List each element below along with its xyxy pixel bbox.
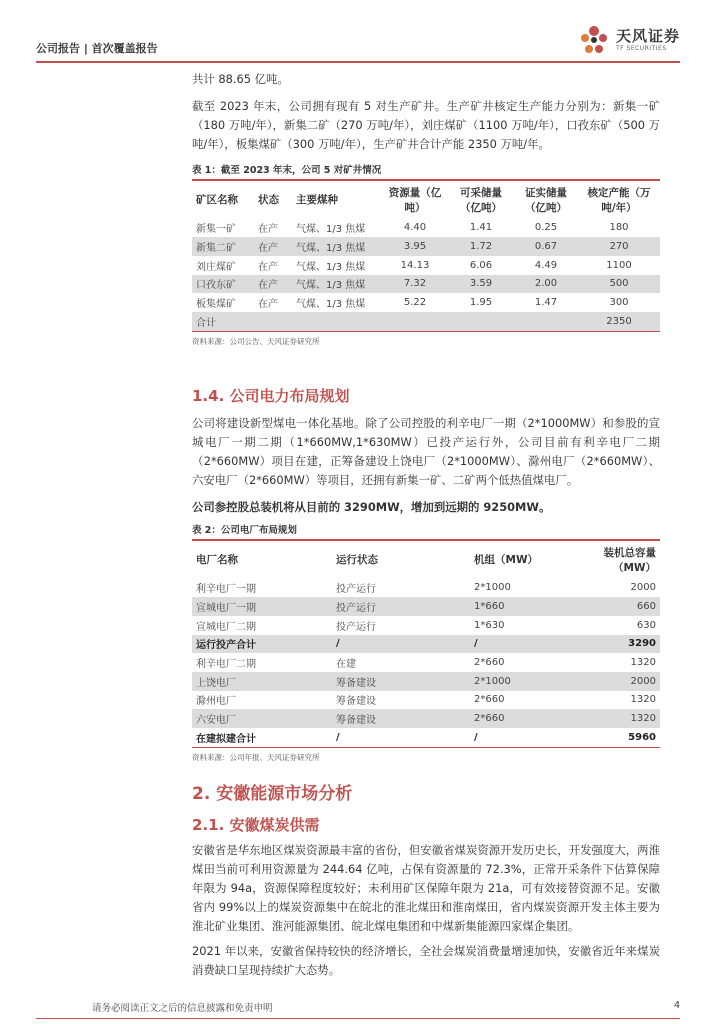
table1-header: 核定产能（万吨/年）: [587, 186, 651, 214]
table1-header: 主要煤种: [296, 194, 338, 206]
table-cell: 7.32: [382, 275, 448, 294]
table-cell: 5960: [628, 731, 656, 743]
page-number: 4: [673, 1000, 680, 1011]
table-cell: /: [474, 731, 478, 743]
paragraph-anhui-coal: 安徽省是华东地区煤炭资源最丰富的省份，但安徽省煤炭资源开发历史长，开发强度大，两淮煤田当前可利用资源量为 244.64 亿吨，占保有资源量的 72.3%，正常开采条件下估算保障年限为 94a，资源保障程度较好；未利用矿区保障年限为 21a，可有效接替资源不足。安徽省内 99%以上的煤炭资源集中在皖北的淮北煤田和淮南煤田，省内煤炭资源开发主体主要为淮北矿业集团、淮河能源集团、皖北煤电集团和中煤新集能源四家煤企集团。: [192, 843, 660, 933]
table1-total-row: [192, 312, 660, 331]
table-cell: 筹备建设: [332, 672, 470, 691]
table1-block: [192, 162, 660, 347]
table-cell: [292, 312, 382, 331]
table-cell: 新集二矿: [192, 237, 254, 256]
table-cell: 4.40: [403, 222, 427, 234]
table-cell: 筹备建设: [332, 709, 470, 728]
table-cell: 0.67: [514, 237, 578, 256]
table-cell: 3.95: [382, 237, 448, 256]
table-cell: 气煤、1/3 焦煤: [296, 224, 366, 236]
table1-source: 资料来源：公司公告、天风证券研究所: [192, 336, 320, 346]
table-cell: 2*1000: [470, 672, 570, 691]
paragraph-capacity-bold: 公司参控股总装机将从目前的 3290MW，增加到远期的 9250MW。: [192, 500, 551, 514]
table-row: [192, 709, 660, 728]
total-value: 2350: [578, 312, 660, 331]
table-cell: 1*660: [470, 597, 570, 616]
table-cell: [448, 312, 514, 331]
table-cell: 2*660: [474, 694, 505, 706]
table2-title: 表 2：公司电厂布局规划: [192, 525, 297, 536]
table-cell: 气煤、1/3 焦煤: [296, 299, 366, 311]
table-cell: 5.22: [403, 297, 427, 309]
paragraph-anhui-consumption: 2021 年以来，安徽省保持较快的经济增长，全社会煤炭消费量增速加快，安徽省近年来煤炭消费缺口呈现持续扩大态势。: [192, 944, 660, 977]
table-cell: 660: [570, 597, 660, 616]
table-cell: 0.25: [534, 222, 558, 234]
table-cell: 刘庄煤矿: [196, 261, 236, 273]
footer-disclaimer: 请务必阅读正文之后的信息披露和免责申明: [92, 1003, 273, 1014]
table-cell: 1.47: [534, 297, 558, 309]
table-cell: 筹备建设: [336, 696, 376, 708]
table-cell: 14.13: [400, 259, 430, 271]
table-row: [192, 275, 660, 294]
table1-header: 可采储量（亿吨）: [460, 186, 502, 214]
section-heading-1-4: 1.4. 公司电力布局规划: [192, 387, 350, 405]
table-row: [192, 653, 660, 672]
table-cell: 在建拟建合计: [196, 733, 256, 745]
table-cell: 1100: [606, 259, 632, 271]
table-cell: /: [336, 731, 340, 743]
table-cell: 1.95: [469, 297, 493, 309]
table-cell: 上饶电厂: [192, 672, 332, 691]
report-type-label: 公司报告 | 首次覆盖报告: [36, 42, 158, 55]
table-cell: 3290: [570, 635, 660, 654]
table-cell: 运行投产合计: [192, 635, 332, 654]
table-cell: 630: [636, 619, 656, 631]
table-cell: 2*660: [474, 657, 505, 669]
table-cell: 6.06: [469, 259, 493, 271]
table-cell: 1.41: [469, 222, 493, 234]
table-row: [192, 616, 660, 635]
table-cell: 投产运行: [332, 597, 470, 616]
table2-header-row: [192, 541, 660, 579]
table2-header: 装机总容量（MW）: [603, 546, 656, 574]
table-row: [192, 579, 660, 598]
table-cell: 180: [609, 222, 629, 234]
table2-header: 机组（MW）: [474, 554, 539, 566]
table-cell: 在产: [254, 275, 292, 294]
total-label: 合计: [192, 312, 254, 331]
header-divider: [36, 61, 680, 63]
table-cell: 1320: [630, 657, 656, 669]
table-row: [192, 256, 660, 275]
table-cell: 300: [609, 297, 629, 309]
table-cell: 1*630: [474, 619, 505, 631]
table-row: [192, 672, 660, 691]
table-row: [192, 597, 660, 616]
table2-bottom-rule: [192, 747, 660, 748]
table-row: [192, 237, 660, 256]
logo-flower-icon: [576, 22, 612, 58]
table-cell: 4.49: [534, 259, 558, 271]
table-row: [192, 219, 660, 238]
table-cell: 在产: [258, 224, 278, 236]
section-heading-2: 2. 安徽能源市场分析: [192, 784, 353, 804]
table-cell: 宣城电厂二期: [196, 621, 256, 633]
table-cell: [254, 312, 292, 331]
paragraph-resource-total: 共计 88.65 亿吨。: [192, 72, 289, 86]
table1-title: 表 1：截至 2023 年末，公司 5 对矿井情况: [192, 165, 382, 176]
section-power-plan: [192, 385, 660, 517]
section-heading-2-1: 2.1. 安徽煤炭供需: [192, 816, 320, 834]
intro-section: [192, 70, 660, 154]
table-cell: 板集煤矿: [196, 299, 236, 311]
table-cell: 2*660: [470, 709, 570, 728]
table-row: [192, 635, 660, 654]
table-cell: 在建: [336, 659, 356, 671]
footer-divider: [36, 1018, 680, 1019]
table1-bottom-rule: [192, 331, 660, 332]
table-cell: 2.00: [514, 275, 578, 294]
table-cell: 2000: [570, 672, 660, 691]
table-cell: 2000: [630, 582, 656, 594]
table-cell: 1.72: [448, 237, 514, 256]
table1-header: 矿区名称: [196, 194, 238, 206]
table-cell: 2*1000: [474, 582, 511, 594]
table-cell: 利辛电厂二期: [196, 659, 256, 671]
table1-header: 状态: [258, 194, 279, 206]
table-cell: 宣城电厂一期: [192, 597, 332, 616]
table-cell: 口孜东矿: [192, 275, 254, 294]
table-cell: 在产: [258, 261, 278, 273]
logo-name-cn: 天风证券: [615, 27, 680, 45]
table-cell: 270: [578, 237, 660, 256]
table1-header: 证实储量（亿吨）: [525, 186, 567, 214]
table2-block: [192, 522, 660, 763]
table-row: [192, 293, 660, 312]
table-cell: 在产: [258, 299, 278, 311]
table-cell: 气煤、1/3 焦煤: [292, 237, 382, 256]
table2-header: 电厂名称: [196, 554, 238, 566]
table-cell: 在产: [254, 237, 292, 256]
table1-header-row: [192, 181, 660, 219]
table-cell: 1320: [570, 709, 660, 728]
table-cell: 利辛电厂一期: [196, 584, 256, 596]
table2-header: 运行状态: [336, 554, 378, 566]
paragraph-mine-capacity: 截至 2023 年末，公司拥有现有 5 对生产矿井。生产矿井核定生产能力分别为：新集一矿（180 万吨/年），新集二矿（270 万吨/年），刘庄煤矿（1100 万吨/年），口孜东矿（500 万吨/年），板集煤矿（300 万吨/年），生产矿井合计产能 2350 万吨/年。: [192, 99, 660, 151]
table-row: [192, 691, 660, 710]
company-logo: [576, 22, 680, 58]
table-cell: [514, 312, 578, 331]
table2-source: 资料来源：公司年报、天风证券研究所: [192, 752, 320, 762]
table-cell: 投产运行: [336, 584, 376, 596]
power-plant-table: [192, 541, 660, 747]
table-cell: /: [470, 635, 570, 654]
table-cell: 新集一矿: [196, 224, 236, 236]
table-cell: /: [332, 635, 470, 654]
paragraph-power-plan: 公司将建设新型煤电一体化基地。除了公司控股的利辛电厂一期（2*1000MW）和参股的宣城电厂一期二期（1*660MW,1*630MW）已投产运行外，公司目前有利辛电厂二期（2*660MW）项目在建，正筹备建设上饶电厂（2*1000MW）、滁州电厂（2*660MW）、六安电厂（2*660MW）等项目，还拥有新集一矿、二矿两个低热值煤电厂。: [192, 416, 660, 487]
table-cell: 六安电厂: [192, 709, 332, 728]
table1-header: 资源量（亿吨）: [388, 186, 442, 214]
table-cell: [382, 312, 448, 331]
mine-table: [192, 181, 660, 331]
table-row: [192, 728, 660, 747]
table-cell: 气煤、1/3 焦煤: [296, 261, 366, 273]
table-cell: 气煤、1/3 焦煤: [292, 275, 382, 294]
table-cell: 500: [578, 275, 660, 294]
table-cell: 1320: [630, 694, 656, 706]
table-cell: 3.59: [448, 275, 514, 294]
section-anhui-energy: [192, 779, 660, 980]
table-cell: 投产运行: [336, 621, 376, 633]
table-cell: 滁州电厂: [196, 696, 236, 708]
logo-name-en: TF SECURITIES: [615, 45, 667, 52]
